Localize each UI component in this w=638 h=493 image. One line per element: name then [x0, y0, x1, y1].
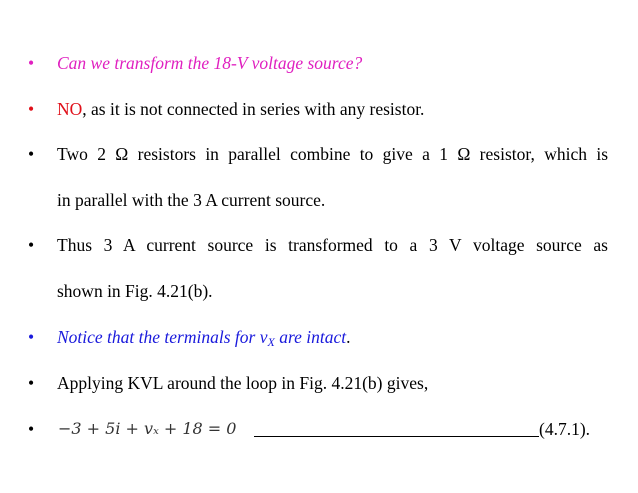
bullet-dot: •	[28, 53, 35, 73]
bullet-text	[57, 98, 424, 120]
bullet-text: Can we transform the 18-V voltage source?	[57, 53, 363, 73]
bullet-dot: •	[28, 327, 35, 347]
bullet-text: Applying KVL around the loop in Fig. 4.21(b) gives,	[57, 373, 429, 393]
bullet-parallel-resistors-line2: in parallel with the 3 A current source.	[57, 190, 326, 210]
no-rest: , as it is not connected in series with any resistor.	[82, 99, 425, 119]
kvl-equation: −3 + 5i + vₓ + 18 = 0	[58, 419, 237, 438]
bullet-dot: •	[28, 144, 35, 164]
equation-number: (4.7.1).	[539, 419, 591, 439]
notice-post: are intact	[274, 327, 347, 347]
bullet-source-transform-line2: shown in Fig. 4.21(b).	[57, 281, 213, 301]
equation-blank-line	[254, 436, 539, 437]
bullet-dot: •	[28, 99, 35, 119]
no-highlight: NO	[57, 99, 83, 119]
notice-subscript: X	[267, 335, 275, 349]
bullet-dot: •	[28, 235, 35, 255]
notice-pre: Notice that the terminals for v	[57, 327, 268, 347]
bullet-dot: •	[28, 419, 35, 439]
bullet-text-line1: Two 2 Ω resistors in parallel combine to give a 1 Ω resistor, which is	[57, 144, 608, 164]
bullet-dot: •	[28, 373, 35, 393]
notice-period: .	[346, 327, 351, 347]
bullet-text-line1: Thus 3 A current source is transformed to a 3 V voltage source as	[57, 235, 608, 255]
bullet-text	[57, 326, 350, 353]
